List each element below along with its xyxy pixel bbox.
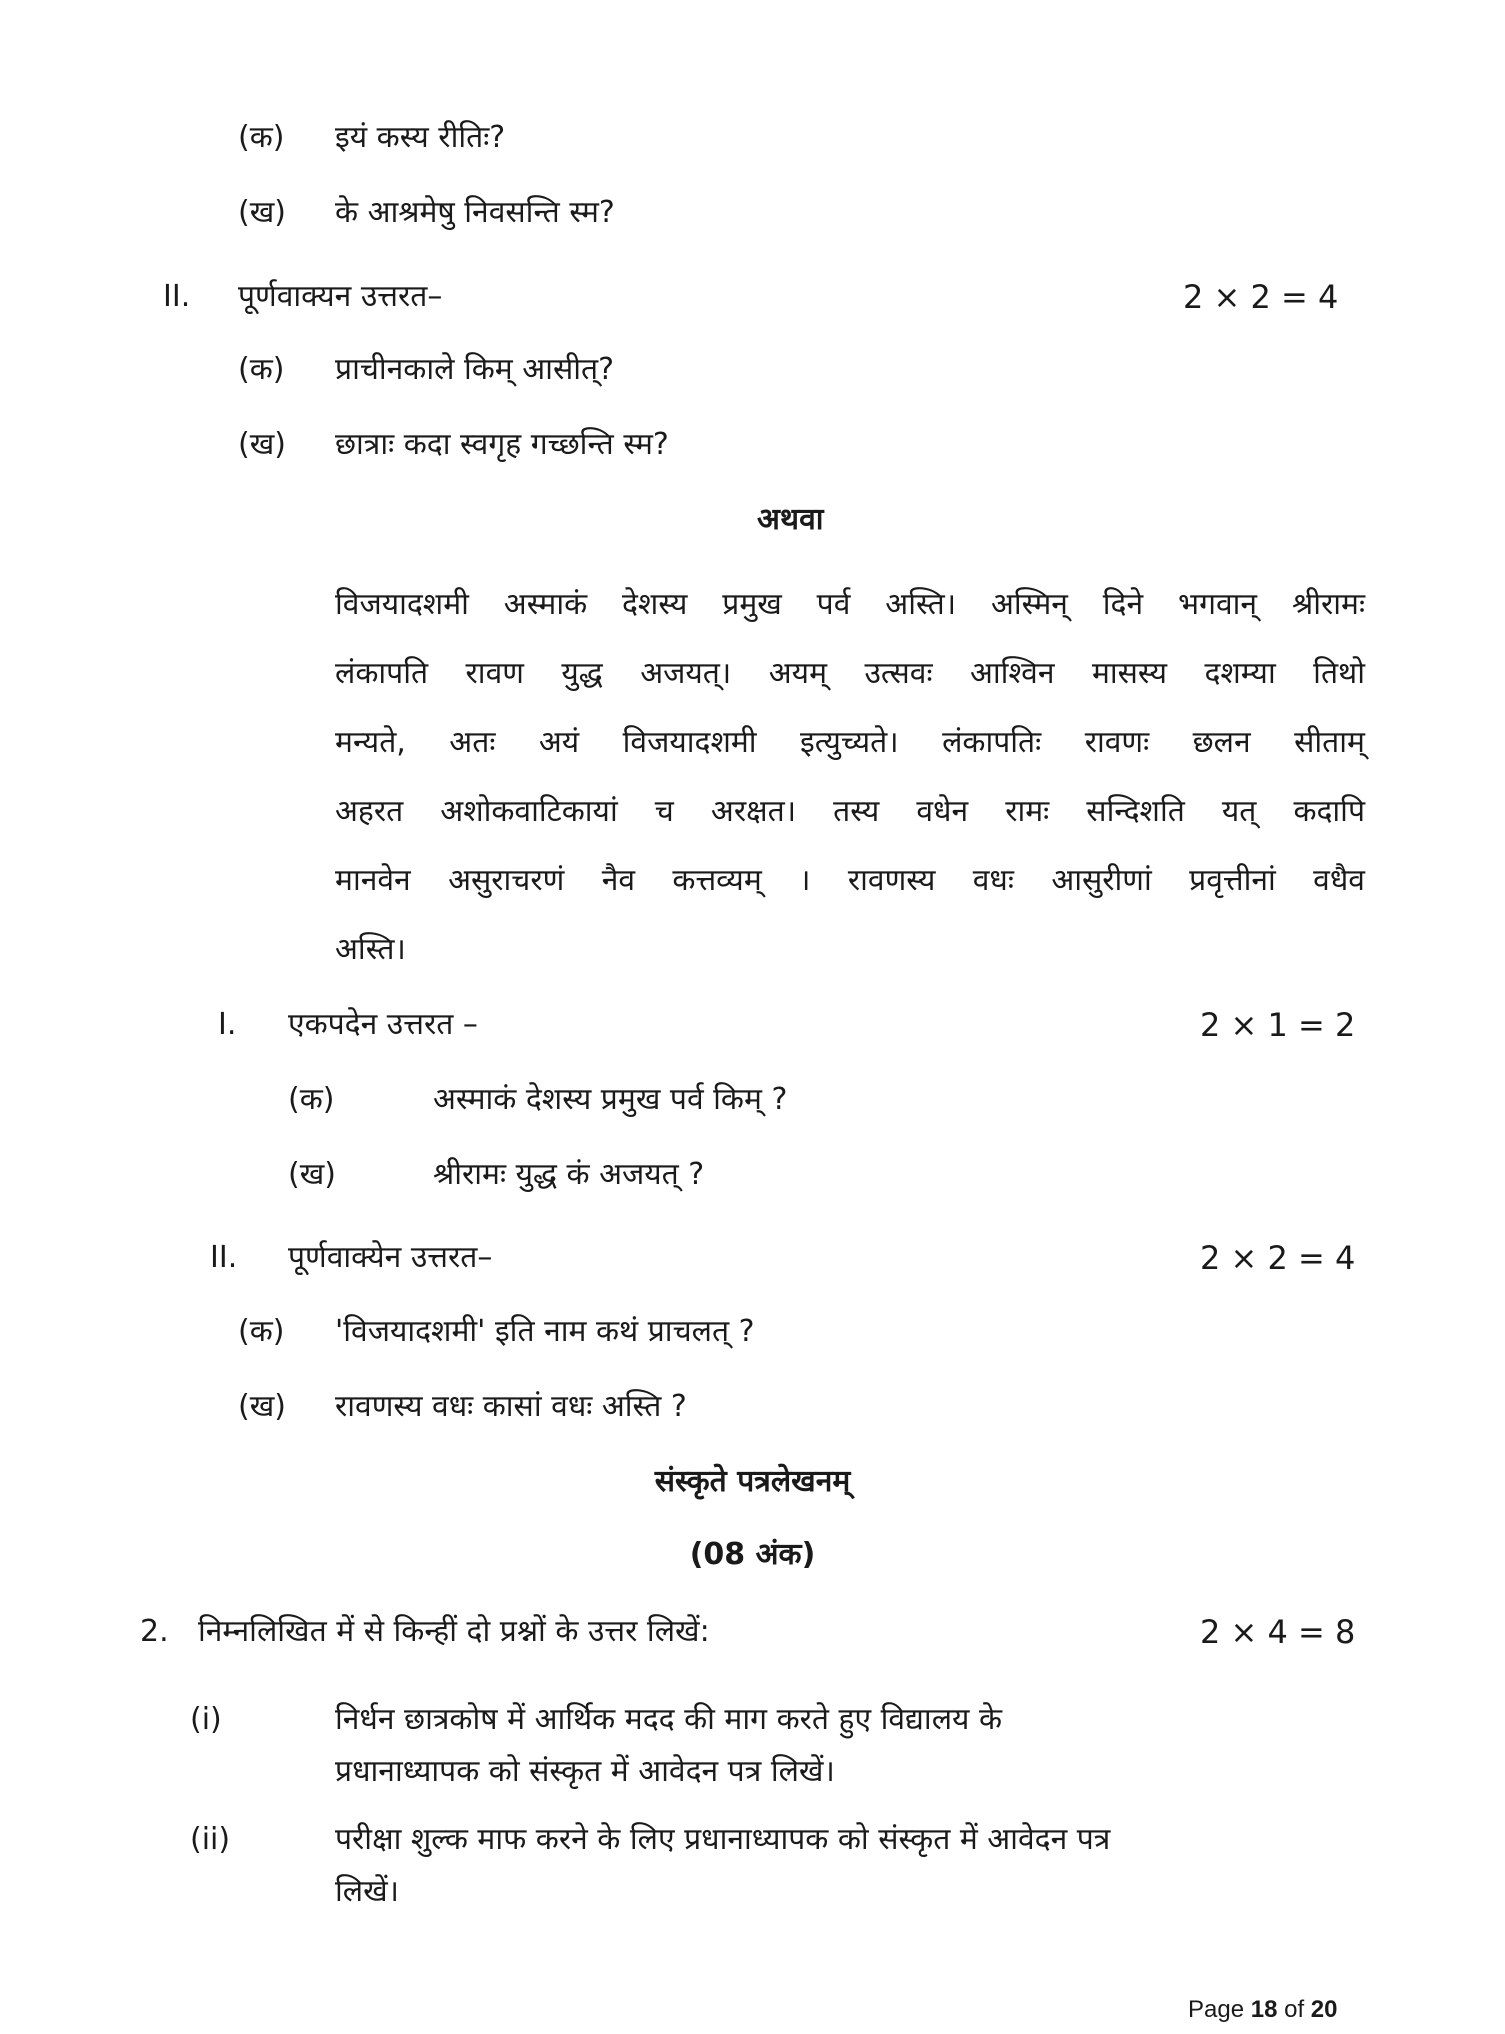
item-label: (ख) <box>288 1157 336 1192</box>
passage-line: मन्यते, अतः अयं विजयादशमी इत्युच्यते। लंकापतिः रावणः छलन सीताम् <box>335 725 1365 760</box>
item-text: 'विजयादशमी' इति नाम कथं प्राचलत् ? <box>335 1314 755 1349</box>
marks: 2 × 4 = 8 <box>1200 1613 1356 1651</box>
question-number: II. <box>163 279 191 314</box>
question-title: एकपदेन उत्तरत – <box>288 1007 478 1042</box>
item-text: इयं कस्य रीतिः? <box>335 120 506 155</box>
item-label: (क) <box>238 352 285 387</box>
passage-line: लंकापति रावण युद्ध अजयत्। अयम् उत्सवः आश्विन मासस्य दशम्या तिथो <box>335 656 1365 691</box>
item-text-line2: लिखें। <box>335 1874 400 1909</box>
passage-line: मानवेन असुराचरणं नैव कत्तव्यम् । रावणस्य वधः आसुरीणां प्रवृत्तीनां वधैव <box>335 863 1365 898</box>
or-heading: अथवा <box>757 502 824 537</box>
item-text: के आश्रमेषु निवसन्ति स्म? <box>335 195 615 230</box>
current-page: 18 <box>1250 1996 1278 2023</box>
marks: 2 × 2 = 4 <box>1200 1239 1356 1277</box>
item-label: (क) <box>238 120 285 155</box>
footer-prefix: Page <box>1188 1996 1245 2023</box>
question-number: II. <box>210 1240 238 1275</box>
item-label: (ख) <box>238 195 286 230</box>
item-text: श्रीरामः युद्ध कं अजयत् ? <box>433 1157 705 1192</box>
marks: 2 × 1 = 2 <box>1200 1006 1356 1044</box>
item-text: प्राचीनकाले किम् आसीत्? <box>335 352 615 387</box>
item-label: (क) <box>288 1082 335 1117</box>
passage-line: अहरत अशोकवाटिकायां च अरक्षत। तस्य वधेन रामः सन्दिशति यत् कदापि <box>335 794 1365 829</box>
item-label: (ii) <box>190 1822 231 1857</box>
section-marks-note: (08 अंक) <box>689 1537 816 1572</box>
item-label: (i) <box>190 1702 222 1737</box>
item-text-line1: निर्धन छात्रकोष में आर्थिक मदद की माग करते हुए विद्यालय के <box>335 1702 1003 1737</box>
page-footer <box>1188 1995 1338 2025</box>
item-text-line1: परीक्षा शुल्क माफ करने के लिए प्रधानाध्यापक को संस्कृत में आवेदन पत्र <box>335 1822 1111 1857</box>
question-number: 2. <box>140 1614 169 1649</box>
item-label: (क) <box>238 1314 285 1349</box>
total-pages: 20 <box>1310 1996 1338 2023</box>
item-label: (ख) <box>238 427 286 462</box>
item-label: (ख) <box>238 1389 286 1424</box>
item-text: छात्राः कदा स्वगृह गच्छन्ति स्म? <box>335 427 669 462</box>
question-title: पूर्णवाक्यन उत्तरत– <box>238 279 443 314</box>
passage <box>335 570 1365 984</box>
item-text-line2: प्रधानाध्यापक को संस्कृत में आवेदन पत्र लिखें। <box>335 1754 835 1789</box>
passage-line: विजयादशमी अस्माकं देशस्य प्रमुख पर्व अस्ति। अस्मिन् दिने भगवान् श्रीरामः <box>335 587 1365 622</box>
question-title: निम्नलिखित में से किन्हीं दो प्रश्नों के उत्तर लिखें: <box>198 1614 710 1649</box>
footer-of: of <box>1284 1996 1305 2023</box>
passage-line: अस्ति। <box>335 932 406 967</box>
marks: 2 × 2 = 4 <box>1183 278 1339 316</box>
section-title: संस्कृते पत्रलेखनम् <box>654 1464 851 1499</box>
item-text: अस्माकं देशस्य प्रमुख पर्व किम् ? <box>433 1082 788 1117</box>
item-text: रावणस्य वधः कासां वधः अस्ति ? <box>335 1389 687 1424</box>
question-title: पूर्णवाक्येन उत्तरत– <box>288 1240 493 1275</box>
question-number: I. <box>218 1007 237 1042</box>
